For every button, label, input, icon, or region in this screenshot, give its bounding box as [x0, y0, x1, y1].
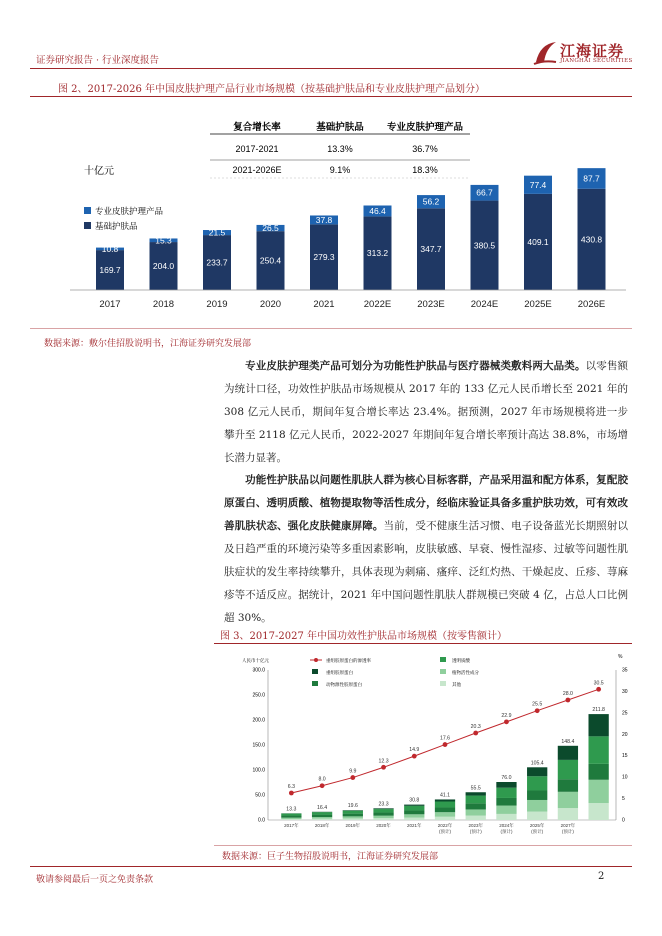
total-label-8: 105.4: [530, 760, 544, 767]
bar-seg-9-2: [558, 779, 578, 792]
total-label-10: 211.8: [592, 707, 605, 714]
bar-seg-5-4: [435, 817, 455, 820]
report-type-label: 证券研究报告 · 行业深度报告: [36, 55, 160, 66]
total-label-4: 30.8: [409, 797, 420, 804]
figure2-source: 数据来源：敷尔佳招股说明书，江海证券研究发展部: [44, 339, 252, 349]
y2-tick-6: 30: [622, 688, 628, 695]
x-tick-9-0: 2027年: [560, 823, 576, 828]
page-number: 2: [598, 871, 605, 882]
bar-seg-0-1: [281, 814, 301, 816]
cagr-header-basic: 基础护肤品: [316, 122, 364, 133]
x-tick-7-1: (预计): [500, 829, 513, 834]
x-tick-2026E: 2026E: [577, 299, 606, 310]
y-tick-3: 150.0: [252, 742, 265, 749]
figure3-chart: [226, 648, 636, 844]
y-tick-2: 100.0: [252, 767, 265, 774]
y-tick-1: 50.0: [255, 792, 265, 799]
bar-seg-8-1: [527, 776, 547, 790]
legend-label-recombinant: 重组胶原蛋白: [326, 670, 353, 675]
label-professional-2018: 15.3: [155, 235, 172, 246]
x-tick-0-0: 2017年: [284, 823, 299, 828]
x-tick-2-0: 2019年: [345, 823, 361, 828]
bar-seg-10-0: [588, 714, 608, 736]
figure2-title: 图 2、2017-2026 年中国皮肤护理产品行业市场规模（按基础护肤品和专业皮肤护理产品划分）: [58, 84, 485, 95]
paragraph-1: [224, 355, 628, 470]
penetration-point-0: [289, 791, 294, 796]
x-tick-7-0: 2024年: [499, 823, 514, 828]
legend-label-penetration: 重组胶原蛋白的渗透率: [326, 658, 371, 663]
legend-label-animal: 动物源性胶原蛋白: [326, 682, 362, 687]
figure3-legend: [310, 657, 479, 688]
bar-seg-3-1: [373, 809, 393, 812]
legend-swatch-hyaluronic: [440, 657, 446, 662]
x-tick-2022E: 2022E: [363, 299, 392, 310]
label-professional-2022E: 46.4: [369, 205, 386, 216]
bar-seg-8-0: [527, 767, 547, 776]
bar-seg-2-4: [343, 818, 363, 820]
label-professional-2024E: 66.7: [476, 187, 493, 198]
penetration-label-0: 6.3: [287, 784, 295, 790]
x-tick-2017: 2017: [99, 299, 121, 310]
penetration-label-7: 22.9: [501, 712, 512, 719]
header-divider: [30, 68, 632, 69]
penetration-label-5: 17.6: [439, 735, 451, 742]
label-basic-2026E: 430.8: [580, 234, 603, 245]
cagr-row1-period: 2017-2021: [235, 144, 279, 154]
cagr-header-period: 复合增长率: [233, 122, 281, 133]
total-label-7: 76.0: [501, 775, 512, 781]
cagr-row2-professional: 18.3%: [412, 165, 438, 175]
bar-seg-3-2: [373, 813, 393, 816]
label-professional-2019: 21.5: [208, 227, 226, 238]
penetration-label-6: 20.3: [470, 724, 481, 730]
bar-seg-10-3: [588, 780, 608, 803]
bar-seg-4-0: [404, 805, 424, 806]
label-basic-2024E: 380.5: [473, 240, 496, 251]
footer-divider: [30, 866, 632, 867]
figure3-bottom-divider: [214, 845, 632, 846]
bar-seg-5-0: [435, 799, 455, 801]
label-professional-2017: 10.8: [101, 243, 119, 254]
x-tick-3-0: 2020年: [376, 823, 391, 828]
penetration-point-7: [504, 719, 509, 724]
total-label-2: 19.6: [347, 803, 358, 810]
total-label-5: 41.1: [439, 792, 451, 799]
y2-tick-4: 20: [622, 731, 628, 738]
legend-swatch-plant: [440, 669, 446, 674]
label-basic-2021: 279.3: [313, 252, 335, 263]
bar-seg-5-3: [435, 812, 455, 817]
bar-seg-9-0: [558, 746, 578, 760]
logo-emblem-icon: [530, 38, 560, 68]
bar-seg-4-4: [404, 818, 424, 820]
cagr-row2-period: 2021-2026E: [232, 165, 282, 175]
legend-label-basic: 基础护肤品: [95, 221, 138, 231]
x-tick-8-1: (预计): [531, 829, 544, 834]
label-basic-2017: 169.7: [99, 265, 121, 276]
bar-seg-5-1: [435, 802, 455, 808]
total-label-6: 55.5: [470, 785, 481, 792]
bar-seg-7-2: [496, 798, 516, 806]
x-tick-2020: 2020: [259, 299, 282, 310]
penetration-label-8: 25.5: [532, 701, 543, 708]
legend-marker-penetration: [314, 658, 318, 662]
x-tick-2021: 2021: [313, 299, 335, 310]
total-label-9: 148.4: [561, 738, 575, 745]
bar-seg-2-1: [343, 811, 363, 814]
label-basic-2018: 204.0: [152, 261, 175, 272]
legend-label-plant: 植物活性成分: [452, 670, 479, 675]
y2-tick-5: 25: [622, 710, 628, 717]
bar-seg-3-0: [373, 808, 393, 809]
penetration-label-1: 8.0: [318, 776, 326, 783]
figure3-title: 图 3、2017-2027 年中国功效性护肤品市场规模（按零售额计）: [220, 631, 507, 642]
penetration-point-6: [473, 731, 478, 736]
y2-tick-2: 10: [622, 774, 628, 781]
x-tick-2025E: 2025E: [524, 299, 552, 310]
bar-seg-9-4: [558, 808, 578, 820]
figure3-source: 数据来源：巨子生物招股说明书，江海证券研究发展部: [222, 852, 439, 862]
penetration-label-10: 30.5: [593, 680, 604, 687]
penetration-point-1: [320, 783, 325, 788]
bar-seg-10-2: [588, 764, 608, 780]
y2-tick-3: 15: [622, 753, 628, 760]
penetration-point-3: [381, 765, 386, 770]
y2-tick-7: 35: [622, 667, 628, 674]
y2-tick-0: 0: [622, 817, 625, 824]
x-tick-1-0: 2018年: [314, 823, 330, 828]
x-tick-6-1: (预计): [469, 829, 482, 834]
label-basic-2025E: 409.1: [527, 236, 549, 247]
bar-seg-4-3: [404, 814, 424, 817]
bar-seg-0-3: [281, 818, 301, 819]
x-tick-2019: 2019: [206, 299, 228, 310]
figure2-bottom-divider: [30, 328, 632, 329]
y-tick-6: 300.0: [252, 667, 265, 674]
total-label-1: 16.4: [317, 804, 328, 811]
paragraph-1-lead: 专业皮肤护理类产品可划分为功能性护肤品与医疗器械类敷料两大品类。: [245, 360, 586, 372]
penetration-label-4: 14.9: [409, 747, 420, 754]
x-tick-2023E: 2023E: [417, 299, 445, 310]
bar-seg-10-4: [588, 803, 608, 820]
x-tick-2018: 2018: [152, 299, 175, 310]
paragraph-2: [224, 469, 628, 630]
bar-seg-4-1: [404, 806, 424, 811]
penetration-point-10: [596, 687, 601, 692]
logo-name-en: JIANGHAI SECURITIES: [560, 58, 633, 64]
bar-seg-9-1: [558, 760, 578, 779]
bar-seg-2-3: [343, 816, 363, 818]
legend-swatch-recombinant: [312, 669, 318, 674]
bar-seg-7-0: [496, 782, 516, 788]
legend-label-hyaluronic: 透明质酸: [452, 658, 470, 663]
logo-name-cn: 江海证券: [560, 42, 625, 60]
legend-swatch-animal: [312, 681, 318, 686]
bar-seg-1-3: [312, 817, 332, 819]
bar-seg-6-0: [466, 792, 486, 795]
label-basic-2020: 250.4: [259, 255, 282, 266]
bar-seg-8-3: [527, 800, 547, 812]
x-tick-9-1: (预计): [561, 829, 574, 834]
label-basic-2019: 233.7: [206, 257, 228, 268]
penetration-point-2: [350, 775, 355, 780]
label-professional-2025E: 77.4: [529, 179, 547, 190]
bar-seg-0-2: [281, 816, 301, 818]
bar-seg-9-3: [558, 792, 578, 808]
bar-seg-2-2: [343, 814, 363, 817]
bar-seg-7-1: [496, 788, 516, 798]
x-tick-6-0: 2023年: [468, 823, 483, 828]
y-tick-0: 0.0: [258, 817, 265, 824]
bar-seg-10-1: [588, 736, 608, 764]
cagr-row2-basic: 9.1%: [329, 165, 351, 175]
bar-seg-3-3: [373, 816, 393, 818]
legend-label-other: 其他: [452, 682, 461, 687]
x-tick-8-0: 2025年: [529, 823, 545, 828]
bar-seg-6-3: [466, 809, 486, 815]
bar-seg-1-4: [312, 819, 332, 820]
cagr-header-professional: 专业皮肤护理产品: [386, 122, 464, 133]
figure2-unit-label: 十亿元: [84, 166, 114, 177]
legend-swatch-basic: [84, 222, 91, 229]
label-professional-2026E: 87.7: [583, 173, 600, 184]
figure3-y-axis-title: 人民币十亿元: [242, 658, 269, 663]
paragraph-2-text: 当前，受不健康生活习惯、电子设备蓝光长期照射以及日趋严重的环境污染等多重因素影响，皮肤敏感、早衰、慢性湿疹、过敏等问题性肌肤症状的发生率持续攀升，具体表现为刺痛、瘙痒、泛红灼热、干燥起皮、丘疹、荨麻疹等不适反应。据统计，2021 年中国问题性肌肤人群规模已突破 4 亿，占总人口比例超 30%。: [224, 520, 629, 624]
penetration-point-4: [412, 754, 417, 759]
bar-seg-8-2: [527, 790, 547, 799]
x-tick-2024E: 2024E: [470, 299, 499, 310]
bar-seg-7-4: [496, 814, 516, 820]
penetration-label-9: 28.0: [562, 691, 573, 697]
penetration-point-9: [566, 698, 571, 703]
label-basic-2022E: 313.2: [366, 248, 389, 259]
cagr-row1-professional: 36.7%: [412, 144, 438, 154]
penetration-label-3: 12.3: [378, 758, 389, 765]
total-label-0: 13.3: [286, 806, 297, 813]
bar-seg-7-3: [496, 806, 516, 814]
paragraph-2-lead: 功能性护肤品以问题性肌肤人群为核心目标客群，产品采用温和配方体系，复配胶原蛋白、透明质酸、植物提取物等活性成分，经临床验证具备多重护肤功效，可有效改善肌肤状态、强化皮肤健康屏障。: [224, 474, 628, 532]
bar-seg-8-4: [527, 812, 547, 820]
penetration-point-8: [535, 708, 540, 713]
figure2-chart: [70, 112, 630, 322]
cagr-row1-basic: 13.3%: [327, 144, 353, 154]
figure3-title-divider: [214, 643, 632, 644]
label-basic-2023E: 347.7: [420, 244, 442, 255]
y-tick-5: 250.0: [252, 692, 265, 699]
total-label-3: 23.3: [378, 801, 389, 808]
footer-disclaimer: 敬请参阅最后一页之免责条款: [36, 875, 154, 885]
bar-seg-6-4: [466, 816, 486, 820]
legend-label-professional: 专业皮肤护理产品: [95, 206, 164, 216]
figure3-y2-axis-title: %: [618, 654, 623, 660]
bar-seg-0-4: [281, 819, 301, 820]
bar-seg-6-1: [466, 796, 486, 804]
bar-seg-5-2: [435, 807, 455, 812]
figure2-title-divider: [30, 96, 632, 97]
bar-seg-6-2: [466, 803, 486, 809]
legend-swatch-professional: [84, 207, 91, 214]
bar-seg-4-2: [404, 810, 424, 814]
y-tick-4: 200.0: [252, 717, 265, 724]
label-professional-2020: 26.5: [262, 223, 279, 234]
legend-swatch-other: [440, 681, 446, 686]
x-tick-5-0: 2022年: [437, 823, 453, 828]
cagr-table: [210, 121, 470, 178]
bar-seg-1-1: [312, 812, 332, 814]
penetration-label-2: 9.9: [349, 768, 357, 775]
label-professional-2021: 37.8: [315, 214, 333, 225]
bar-seg-1-2: [312, 815, 332, 817]
bar-seg-3-4: [373, 818, 393, 820]
label-professional-2023E: 56.2: [422, 196, 440, 207]
paragraph-1-text: 以零售额为统计口径，功效性护肤品市场规模从 2017 年的 133 亿元人民币增长至 2021 年的 308 亿元人民币，期间年复合增长率达 23.4%。据预测，2027 年市场规模将进一步攀升至 2118 亿元人民币，2022-2027 年期间年复合增长率预计高达 38.8%，市场增长潜力显著。: [224, 360, 629, 464]
x-tick-5-1: (预计): [439, 829, 451, 834]
penetration-point-5: [443, 742, 448, 747]
x-tick-4-0: 2021年: [407, 823, 422, 828]
y2-tick-1: 5: [622, 796, 625, 803]
